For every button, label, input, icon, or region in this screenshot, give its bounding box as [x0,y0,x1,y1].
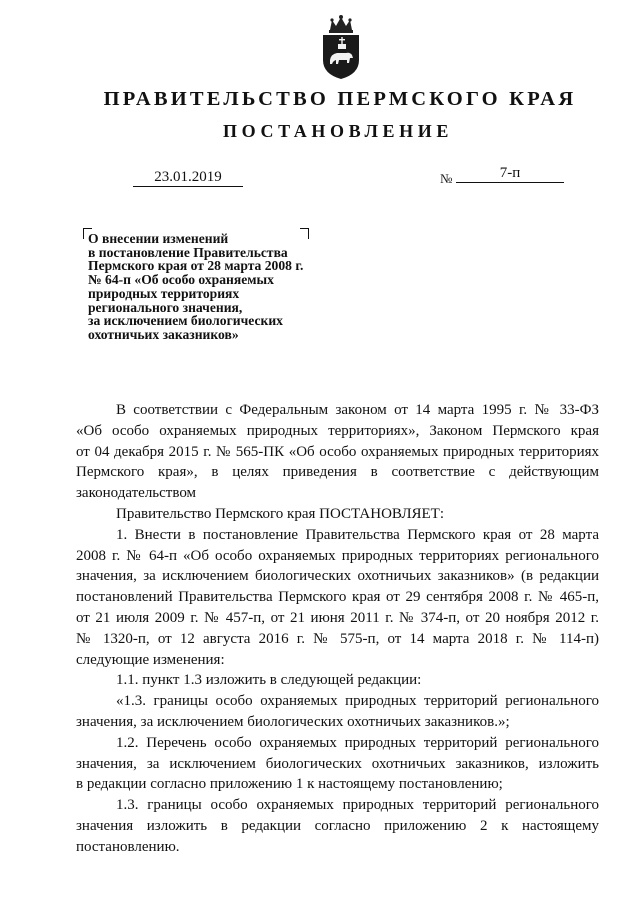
text-line: следующие изменения: [76,651,225,668]
text-line: постановлению. [76,838,180,855]
text-line: значения изложить в редакции согласно приложению 2 к настоящему [76,817,599,834]
perm-krai-coat-of-arms-icon [321,14,361,80]
text-line: значения, за исключением биологических охотничьих заказников» (в редакции [76,568,599,585]
subject-line: О внесении изменений [88,231,229,246]
text-line: 1. Внести в постановление Правительства Пермского края от 28 марта [116,526,599,543]
text-line: от 21 июля 2009 г. № 457-п, от 21 июня 2011 г. № 374-п, от 20 ноября 2012 г. [76,609,599,626]
document-body [76,400,599,858]
text-line: 1.3. границы особо охраняемых природных территорий регионального [116,797,599,814]
document-date: 23.01.2019 [133,168,243,187]
document-subject [88,232,338,342]
organization-title: ПРАВИТЕЛЬСТВО ПЕРМСКОГО КРАЯ [103,88,577,110]
document-number: 7-п [456,164,564,183]
text-line: В соответствии с Федеральным законом от 14 марта 1995 г. № 33-ФЗ [116,402,599,418]
paragraph-item-1-2 [76,733,599,795]
text-line: законодательством [76,485,197,502]
subject-line: регионального значения, [88,299,243,315]
paragraph-resolves [76,504,599,525]
text-line: 2008 г. № 64-п «Об особо охраняемых природных территориях регионального [76,547,599,564]
text-line: в редакции согласно приложению 1 к настоящему постановлению; [76,776,503,793]
text-line: значения, за исключением биологических охотничьих заказников.»; [76,713,510,730]
text-line: от 04 декабря 2015 г. № 565-ПК «Об особо охраняемых природных территориях [76,443,599,460]
paragraph-item-1-1-text [76,691,599,733]
text-line: 1.2. Перечень особо охраняемых природных территорий регионального [116,734,599,751]
paragraph-item-1-1 [76,670,599,691]
text-line: постановлений Правительства Пермского края от 29 сентября 2008 г. № 465-п, [76,589,599,606]
subject-line: в постановление Правительства [88,244,288,260]
text-line: № 1320-п, от 12 августа 2016 г. № 575-п, от 14 марта 2018 г. № 114-п) [76,630,599,647]
paragraph-item-1-3 [76,795,599,857]
text-line: «Об особо охраняемых природных территориях», Законом Пермского края [76,422,599,439]
text-line: 1.1. пункт 1.3 изложить в следующей редакции: [116,672,422,689]
subject-line: № 64-п «Об особо охраняемых [88,272,274,288]
subject-line: Пермского края от 28 марта 2008 г. [88,258,304,274]
text-line: «1.3. границы особо охраняемых природных территорий регионального [116,693,599,710]
document-type-title: ПОСТАНОВЛЕНИЕ [223,121,453,141]
number-sign: № [440,171,453,186]
subject-line: за исключением биологических [88,313,283,329]
text-line: значения, за исключением биологических охотничьих заказников, изложить [76,755,599,772]
subject-line: природных территориях [88,285,240,301]
text-line: Правительство Пермского края ПОСТАНОВЛЯЕТ: [116,505,445,522]
paragraph-item-1 [76,525,599,671]
paragraph-preamble [76,400,599,504]
subject-line: охотничьих заказников» [88,326,239,342]
text-line: Пермского края», в целях приведения в соответствие с действующим [76,464,599,481]
